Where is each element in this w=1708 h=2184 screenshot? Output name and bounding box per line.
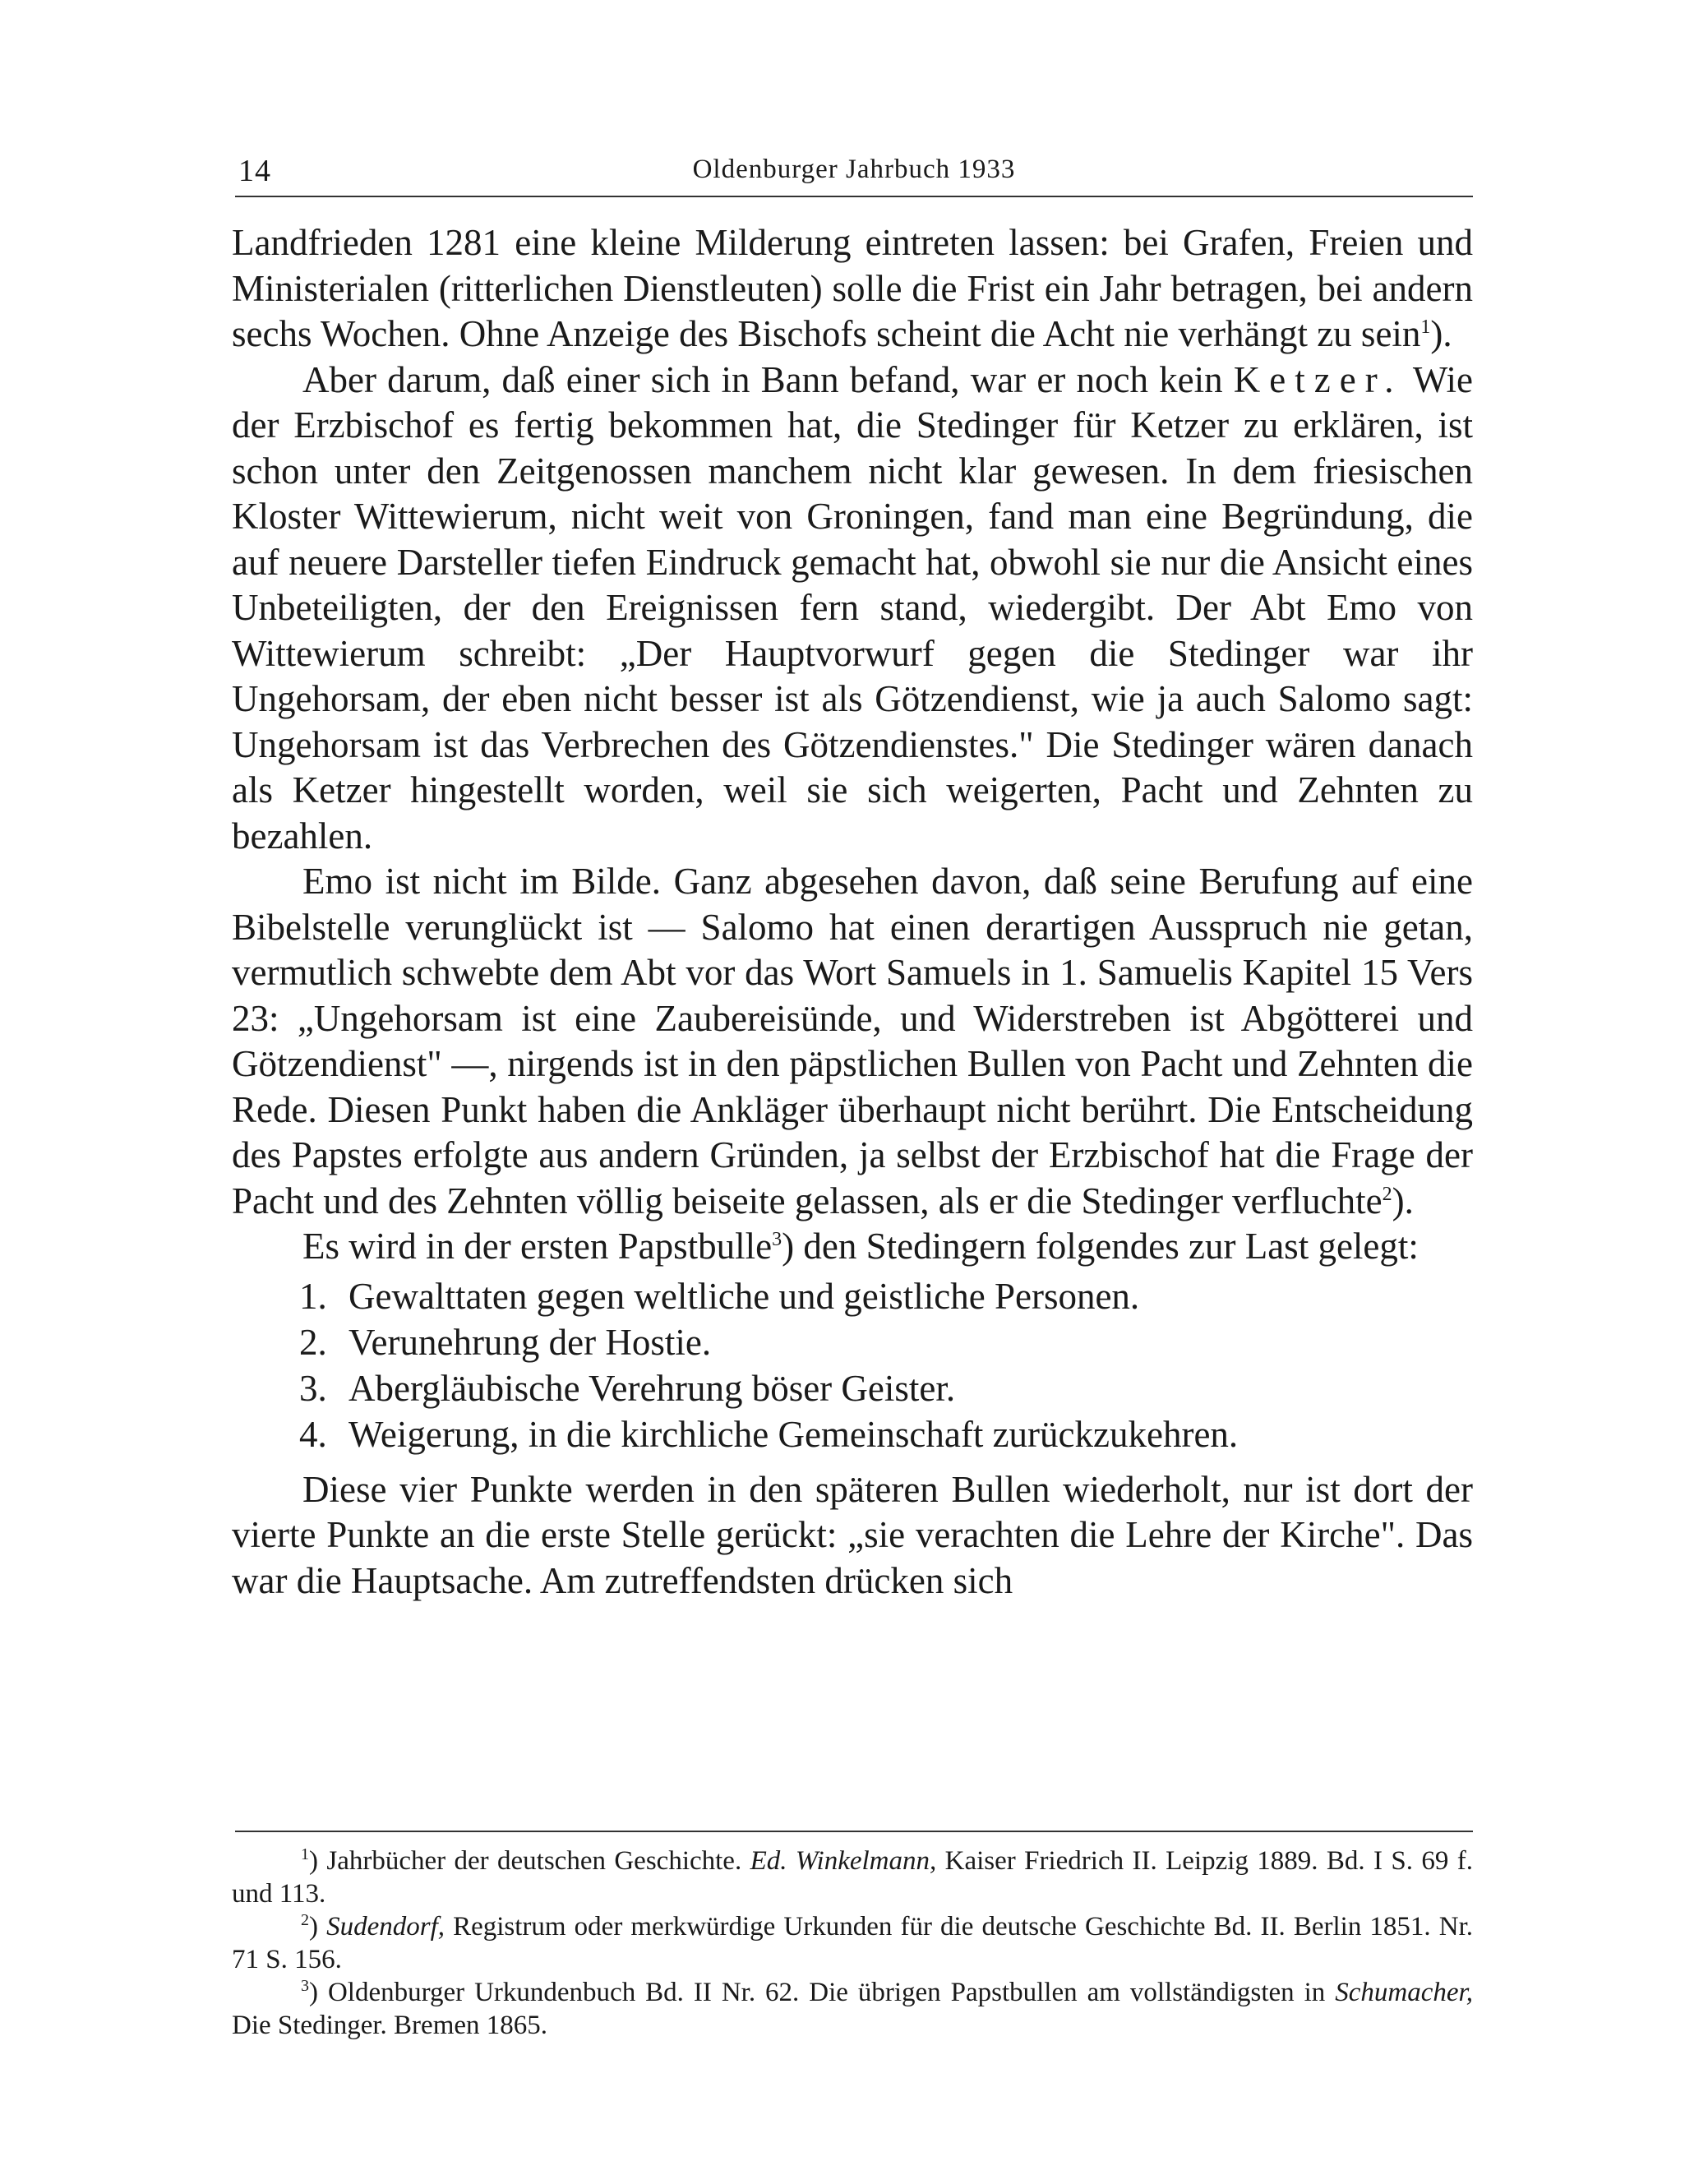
footnotes bbox=[232, 1845, 1473, 2042]
list-text: Abergläubische Verehrung böser Geister. bbox=[349, 1367, 956, 1409]
footnote-2 bbox=[232, 1910, 1473, 1976]
footnote-rule bbox=[235, 1831, 1473, 1832]
footnote-text: ) bbox=[309, 1912, 327, 1942]
list-text: Weigerung, in die kirchliche Gemeinschaft zurückzukehren. bbox=[349, 1413, 1239, 1455]
paragraph-1 bbox=[232, 220, 1473, 358]
footnote-ref-2: 2 bbox=[1382, 1183, 1392, 1205]
paragraph-3 bbox=[232, 859, 1473, 1224]
paragraph-4-end: ) den Stedingern folgendes zur Last gelegt: bbox=[782, 1226, 1419, 1267]
footnote-mark: 3 bbox=[301, 1977, 309, 1995]
running-title: Oldenburger Jahrbuch 1933 bbox=[692, 155, 1016, 184]
footnote-text-rest: Die Stedinger. Bremen 1865. bbox=[232, 2011, 548, 2040]
footnote-author: Sudendorf, bbox=[326, 1912, 445, 1942]
list-number: 2. bbox=[299, 1321, 327, 1363]
list-item bbox=[232, 1319, 1473, 1365]
footnote-mark: 1 bbox=[301, 1845, 309, 1863]
footnote-author: Schumacher, bbox=[1335, 1978, 1473, 2007]
paragraph-2 bbox=[232, 358, 1473, 860]
paragraph-1-end: ). bbox=[1430, 313, 1452, 354]
header-rule bbox=[235, 196, 1473, 197]
paragraph-2-text: Aber darum, daß einer sich in Bann befand, war er noch kein bbox=[302, 358, 1234, 400]
paragraph-2-rest: Wie der Erzbischof es fertig bekommen hat, die Stedinger für Ketzer zu erklären, ist schon unter den Zeitgenossen manchem nicht klar gewesen. In dem friesischen Kloster Wittewierum, nicht weit von Groningen, fand man eine Begründung, die auf neuere Darsteller tiefen Eindruck gemacht hat, obwohl sie nur die Ansicht eines Unbeteiligten, der den Ereignissen fern stand, wiedergibt. Der Abt Emo von Wittewierum schreibt: „Der Hauptvorwurf gegen die Stedinger war ihr Ungehorsam, der eben nicht besser ist als Götzendienst, wie ja auch Salomo sagt: Ungehorsam ist das Verbrechen des Götzendienstes." Die Stedinger wären danach als Ketzer hingestellt worden, weil sie sich weigerten, Pacht und Zehnten zu bezahlen. bbox=[232, 358, 1473, 857]
footnote-ref-3: 3 bbox=[772, 1229, 782, 1250]
footnote-text-rest: Registrum oder merkwürdige Urkunden für die deutsche Geschichte Bd. II. Berlin 1851. Nr. 71 S. 156. bbox=[232, 1912, 1473, 1974]
footnote-text: ) Jahrbücher der deutschen Geschichte. bbox=[309, 1846, 750, 1876]
list-number: 1. bbox=[299, 1275, 327, 1317]
footnote-mark: 2 bbox=[301, 1911, 309, 1929]
footnote-1 bbox=[232, 1845, 1473, 1910]
paragraph-3-text: Emo ist nicht im Bilde. Ganz abgesehen davon, daß seine Berufung auf eine Bibelstelle verunglückt ist — Salomo hat einen derartigen Ausspruch nie getan, vermutlich schwebte dem Abt vor das Wort Samuels in 1. Samuelis Kapitel 15 Vers 23: „Ungehorsam ist eine Zaubereisünde, und Widerstreben ist Abgötterei und Götzendienst" —, nirgends ist in den päpstlichen Bullen von Pacht und Zehnten die Rede. Diesen Punkt haben die Ankläger überhaupt nicht berührt. Die Entscheidung des Papstes erfolgte aus andern Gründen, ja selbst der Erzbischof hat die Frage der Pacht und des Zehnten völlig beiseite gelassen, als er die Stedinger verfluchte bbox=[232, 861, 1473, 1221]
footnote-editor: Ed. Winkelmann, bbox=[750, 1846, 937, 1876]
emphasis-ketzer: Ketzer. bbox=[1233, 358, 1403, 400]
footnote-text: ) Oldenburger Urkundenbuch Bd. II Nr. 62. Die übrigen Papstbullen am vollständigsten in bbox=[309, 1978, 1336, 2007]
paragraph-3-end: ). bbox=[1392, 1180, 1414, 1221]
running-head bbox=[235, 146, 1473, 191]
paragraph-5: Diese vier Punkte werden in den späteren Bullen wiederholt, nur ist dort der vierte Punkte an die erste Stelle gerückt: „sie verachten die Lehre der Kirche". Das war die Hauptsache. Am zutreffendsten drücken sich bbox=[232, 1468, 1473, 1601]
list-item bbox=[232, 1273, 1473, 1319]
footnote-3 bbox=[232, 1976, 1473, 2042]
list-item bbox=[232, 1365, 1473, 1411]
list-text: Verunehrung der Hostie. bbox=[349, 1321, 712, 1363]
list-number: 4. bbox=[299, 1413, 327, 1455]
list-text: Gewalttaten gegen weltliche und geistliche Personen. bbox=[349, 1275, 1140, 1317]
list-number: 3. bbox=[299, 1367, 327, 1409]
footnote-text-rest: Kaiser Friedrich II. Leipzig 1889. Bd. I S. 69 f. und 113. bbox=[232, 1846, 1474, 1909]
page-number: 14 bbox=[238, 154, 271, 188]
accusation-list bbox=[232, 1273, 1473, 1457]
list-item bbox=[232, 1411, 1473, 1457]
footnote-ref-1: 1 bbox=[1420, 316, 1431, 338]
paragraph-1-text: Landfrieden 1281 eine kleine Milderung eintreten lassen: bei Grafen, Freien und Ministerialen (ritterlichen Dienstleuten) solle die Frist ein Jahr betragen, bei andern sechs Wochen. Ohne Anzeige des Bischofs scheint die Acht nie verhängt zu sein bbox=[232, 222, 1473, 354]
paragraph-4-text: Es wird in der ersten Papstbulle bbox=[302, 1226, 773, 1267]
paragraph-4 bbox=[232, 1224, 1473, 1270]
main-text bbox=[232, 220, 1473, 1604]
